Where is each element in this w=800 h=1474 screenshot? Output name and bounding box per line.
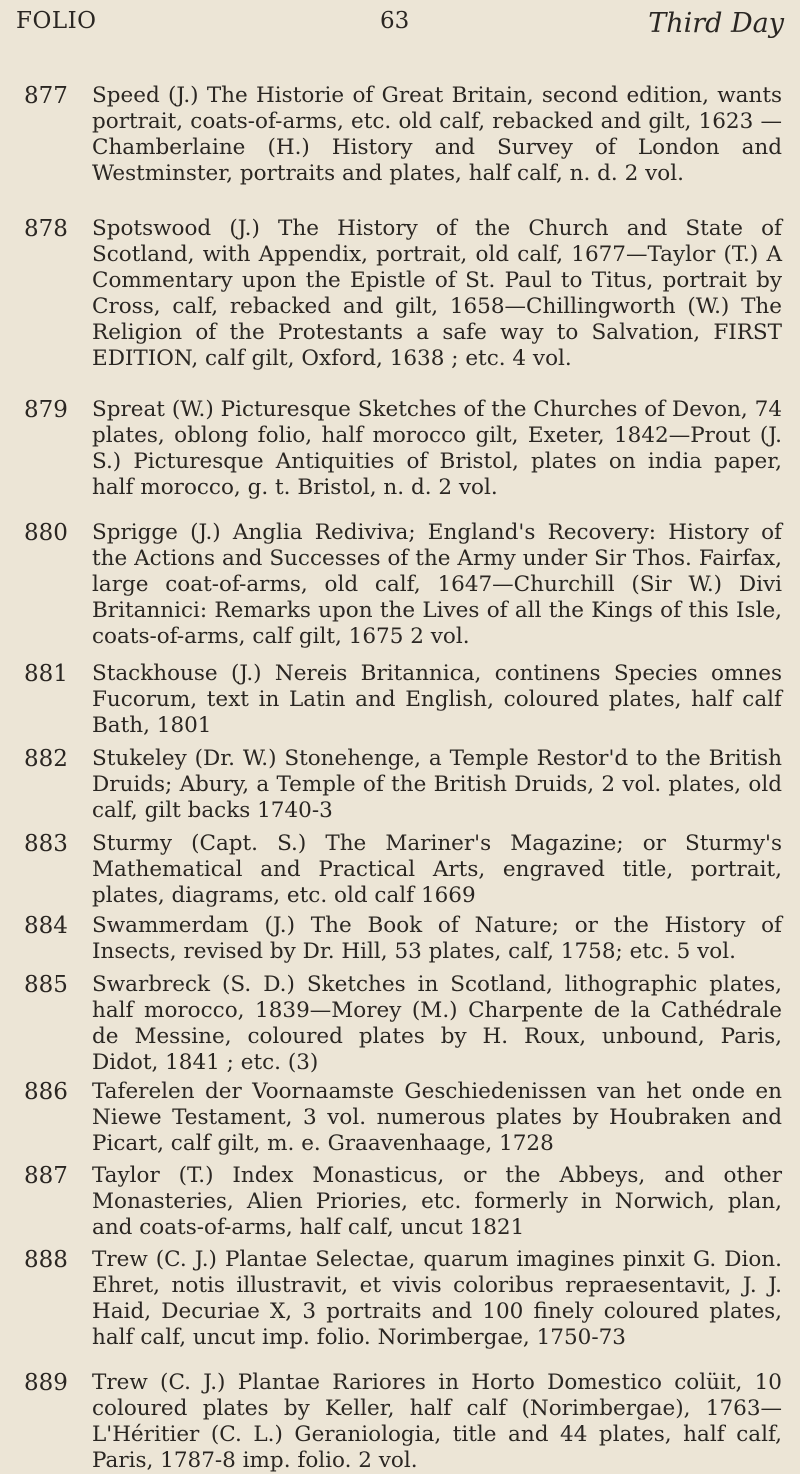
lot-description: Swarbreck (S. D.) Sketches in Scotland, lithographic plates, half morocco, 1839—Morey (M.) Charpente de la Cathédrale de Messine, coloured plates by H. Roux, unbound, Paris, Didot, 1841 ; etc. (3)	[92, 972, 782, 1075]
lot-number: 880	[24, 520, 68, 546]
lot-description: Taferelen der Voornaamste Geschiedenissen van het onde en Niewe Testament, 3 vol. numerous plates by Houbraken and Picart, calf gilt, m. e. Graavenhaage, 1728	[92, 1079, 782, 1156]
header-folio: FOLIO	[16, 8, 97, 34]
lot-description: Spotswood (J.) The History of the Church and State of Scotland, with Appendix, portrait, old calf, 1677—Taylor (T.) A Commentary upon the Epistle of St. Paul to Titus, portrait by Cross, calf, rebacked and gilt, 1658—Chillingworth (W.) The Religion of the Protestants a safe way to Salvation, FIRST EDITION, calf gilt, Oxford, 1638 ; etc. 4 vol.	[92, 216, 782, 371]
lot-number: 887	[24, 1163, 68, 1189]
page-number: 63	[380, 8, 410, 34]
lot-number: 879	[24, 397, 68, 423]
page-header	[0, 4, 800, 44]
lot-number: 881	[24, 661, 68, 687]
lot-description: Trew (C. J.) Plantae Rariores in Horto Domestico colüit, 10 coloured plates by Keller, half calf (Norimbergae), 1763—L'Héritier (C. L.) Geraniologia, title and 44 plates, half calf, Paris, 1787-8 imp. folio. 2 vol.	[92, 1370, 782, 1473]
lot-description: Stackhouse (J.) Nereis Britannica, continens Species omnes Fucorum, text in Latin and English, coloured plates, half calf Bath, 1801	[92, 661, 782, 738]
lot-description: Stukeley (Dr. W.) Stonehenge, a Temple Restor'd to the British Druids; Abury, a Temple of the British Druids, 2 vol. plates, old calf, gilt backs 1740-3	[92, 746, 782, 823]
lot-number: 883	[24, 831, 68, 857]
lot-description: Taylor (T.) Index Monasticus, or the Abbeys, and other Monasteries, Alien Priories, etc. formerly in Norwich, plan, and coats-of-arms, half calf, uncut 1821	[92, 1163, 782, 1240]
lot-description: Sprigge (J.) Anglia Rediviva; England's Recovery: History of the Actions and Successes of the Army under Sir Thos. Fairfax, large coat-of-arms, old calf, 1647—Churchill (Sir W.) Divi Britannici: Remarks upon the Lives of all the Kings of this Isle, coats-of-arms, calf gilt, 1675 2 vol.	[92, 520, 782, 649]
lot-description: Sturmy (Capt. S.) The Mariner's Magazine; or Sturmy's Mathematical and Practical Arts, engraved title, portrait, plates, diagrams, etc. old calf 1669	[92, 831, 782, 908]
lot-number: 877	[24, 83, 68, 109]
lot-number: 878	[24, 216, 68, 242]
lot-number: 888	[24, 1247, 68, 1273]
lot-number: 889	[24, 1370, 68, 1396]
lot-number: 884	[24, 913, 68, 939]
lot-number: 885	[24, 972, 68, 998]
lot-description: Trew (C. J.) Plantae Selectae, quarum imagines pinxit G. Dion. Ehret, notis illustravit, et vivis coloribus repraesentavit, J. J. Haid, Decuriae X, 3 portraits and 100 finely coloured plates, half calf, uncut imp. folio. Norimbergae, 1750-73	[92, 1247, 782, 1350]
header-day: Third Day	[648, 8, 784, 39]
lot-description: Speed (J.) The Historie of Great Britain, second edition, wants portrait, coats-of-arms, etc. old calf, rebacked and gilt, 1623 —Chamberlaine (H.) History and Survey of London and Westminster, portraits and plates, half calf, n. d. 2 vol.	[92, 83, 782, 186]
lot-number: 886	[24, 1079, 68, 1105]
lot-description: Swammerdam (J.) The Book of Nature; or the History of Insects, revised by Dr. Hill, 53 plates, calf, 1758; etc. 5 vol.	[92, 913, 782, 964]
lot-description: Spreat (W.) Picturesque Sketches of the Churches of Devon, 74 plates, oblong folio, half morocco gilt, Exeter, 1842—Prout (J. S.) Picturesque Antiquities of Bristol, plates on india paper, half morocco, g. t. Bristol, n. d. 2 vol.	[92, 397, 782, 500]
lot-number: 882	[24, 746, 68, 772]
